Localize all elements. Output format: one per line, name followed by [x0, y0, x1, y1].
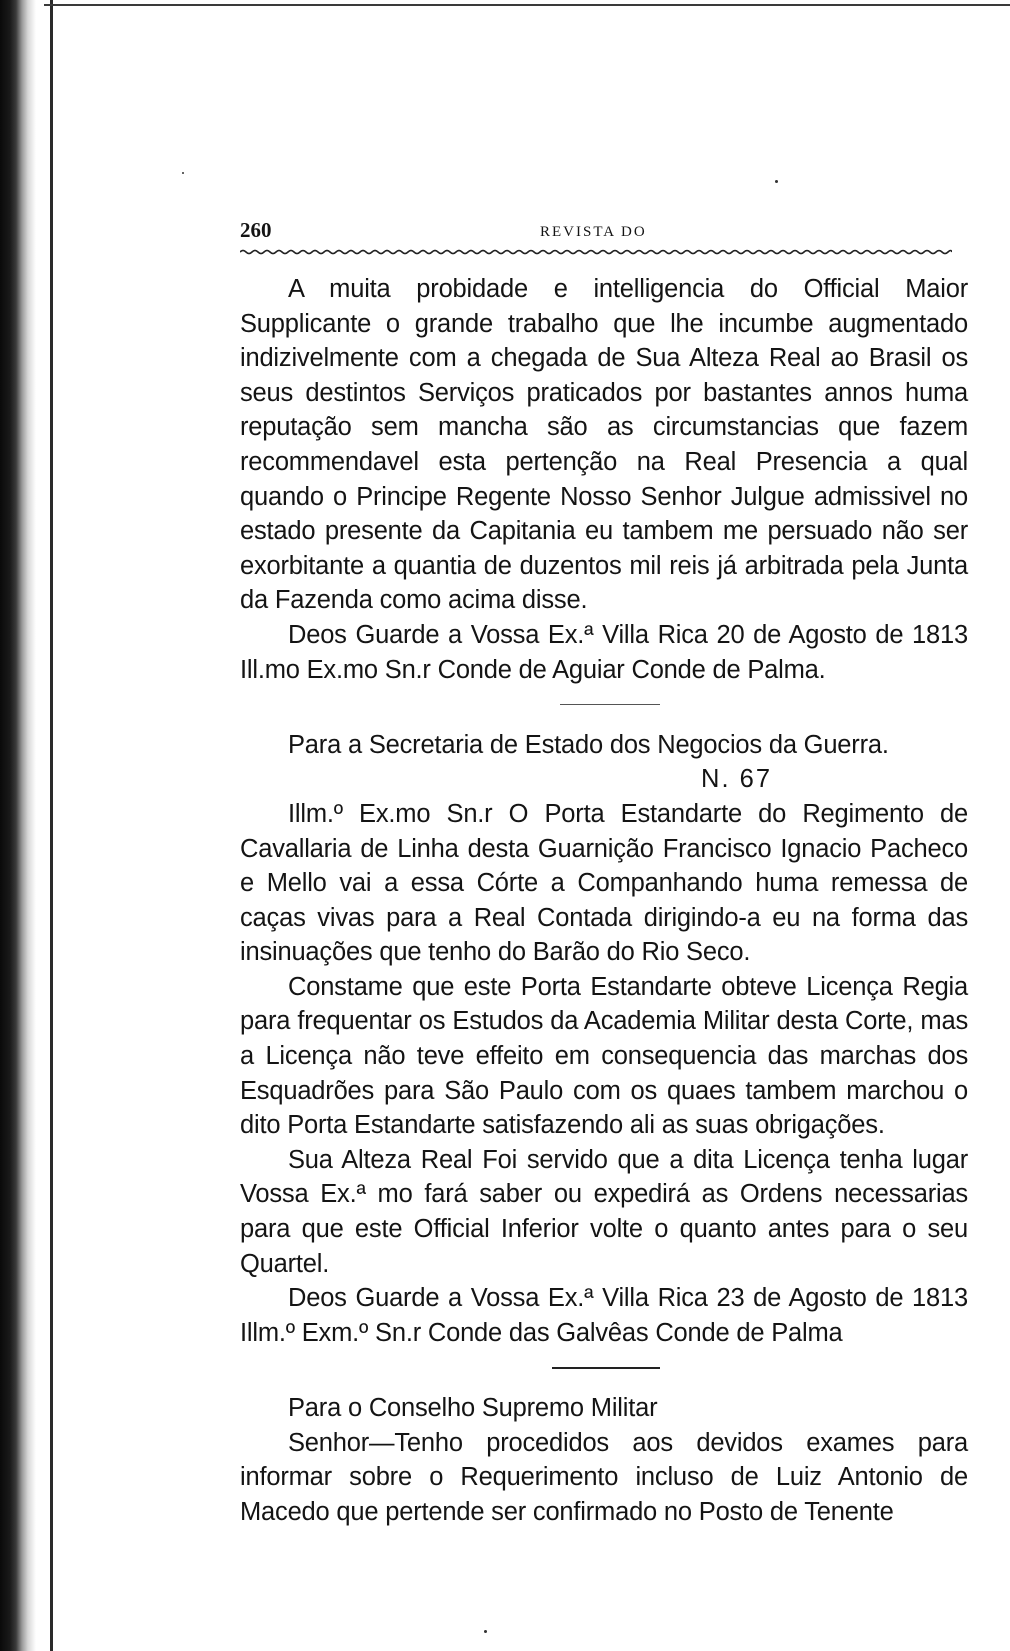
paragraph: Constame que este Porta Estandarte obteve Licença Regia para frequentar os Estudos da Academia Militar desta Corte, mas a Licença não teve effeito em consequencia das marchas dos Esquadrões para São Paulo com os quaes tambem marchou o dito Porta Estandarte satisfazendo ali as suas obrigações.: [240, 972, 968, 1140]
scan-speck: [775, 180, 778, 183]
page-header: [240, 218, 952, 248]
scan-border-line: [50, 0, 53, 1651]
section-heading: Para o Conselho Supremo Militar: [288, 1394, 658, 1422]
section-divider: [240, 1350, 968, 1385]
section-heading: Para a Secretaria de Estado dos Negocios da Guerra.: [288, 730, 889, 759]
document-number: N. 67: [701, 765, 772, 794]
paragraph: Sua Alteza Real Foi servido que a dita Licença tenha lugar Vossa Ex.ª mo fará saber ou expedirá as Ordens necessarias para que este Official Inferior volte o quanto antes para o seu Quartel.: [240, 1145, 968, 1278]
page-number: 260: [240, 218, 272, 242]
page-body: [240, 272, 968, 1529]
closing-signature: Deos Guarde a Vossa Ex.ª Villa Rica 23 de Agosto de 1813 Illm.º Exm.º Sn.r Conde das Galvêas Conde de Palma: [240, 1284, 968, 1347]
paragraph: Illm.º Ex.mo Sn.r O Porta Estandarte do Regimento de Cavallaria de Linha desta Guarnição Francisco Ignacio Pacheco e Mello vai a essa Córte a Companhando huma remessa de caças vivas para a Real Contada dirigindo-a eu na forma das insinuações que tenho do Barão do Rio Seco.: [240, 799, 968, 967]
running-head: REVISTA DO: [540, 224, 647, 240]
scan-binding-edge: [0, 0, 44, 1651]
paragraph: Senhor—Tenho procedidos aos devidos exames para informar sobre o Requerimento incluso de Luiz Antonio de Macedo que pertende ser confirmado no Posto de Tenente: [240, 1428, 968, 1526]
scan-top-border: [44, 4, 1010, 6]
closing-signature: Deos Guarde a Vossa Ex.ª Villa Rica 20 de Agosto de 1813 Ill.mo Ex.mo Sn.r Conde de Aguiar Conde de Palma.: [240, 620, 968, 684]
scan-speck: [484, 1630, 487, 1633]
scan-speck: [182, 172, 184, 174]
paragraph: A muita probidade e intelligencia do Official Maior Supplicante o grande trabalho que lhe incumbe augmentado indizivelmente com a chegada de Sua Alteza Real ao Brasil os seus destintos Serviços praticados por bastantes annos huma reputação sem mancha são as circumstancias que fazem recommendavel esta pertenção na Real Presencia a qual quando o Principe Regente Nosso Senhor Julgue admissivel no estado presente da Capitania eu tambem me persuado não ser exorbitante a quantia de duzentos mil reis já arbitrada pela Junta da Fazenda como acima disse.: [240, 275, 968, 615]
section-divider: [240, 687, 968, 722]
header-rule: [240, 248, 952, 256]
